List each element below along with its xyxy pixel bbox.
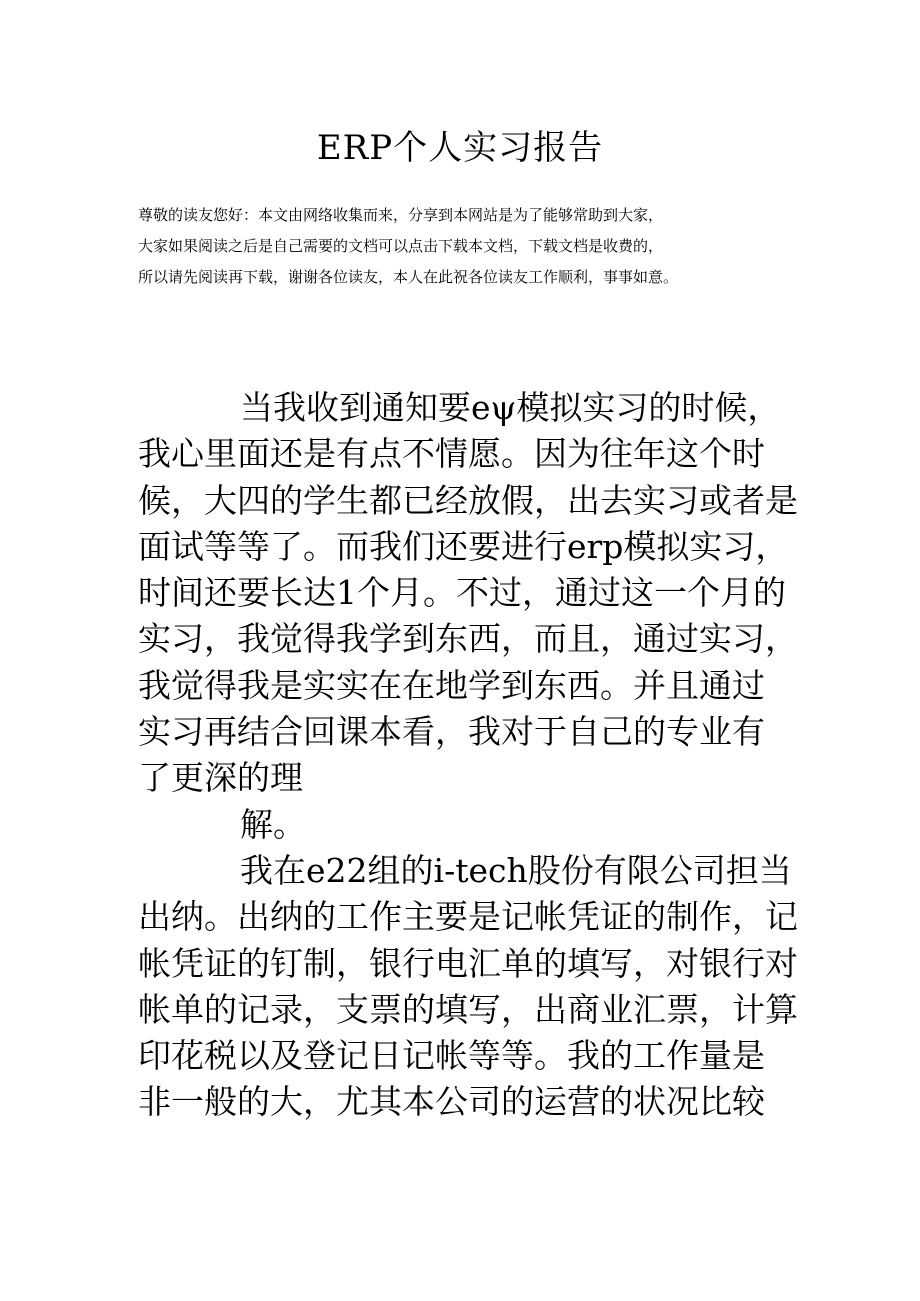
paragraph-line: 实习再结合回课本看，我对于自己的专业有	[138, 712, 765, 752]
paragraph-line: 时间还要长达1个月。不过，通过这一个月的	[138, 573, 786, 613]
notice-line: 大家如果阅读之后是自己需要的文档可以点击下载本文档，下载文档是收费的，	[138, 237, 664, 255]
paragraph-line: 实习，我觉得我学到东西，而且，通过实习，	[138, 619, 798, 659]
paragraph-line: 我觉得我是实实在在地学到东西。并且通过	[138, 665, 765, 705]
notice-line: 所以请先阅读再下载，谢谢各位读友，本人在此祝各位读友工作顺利，事事如意。	[138, 268, 679, 286]
paragraph-line: 面试等等了。而我们还要进行erp模拟实习，	[138, 526, 789, 566]
paragraph-line: 了更深的理	[138, 758, 303, 798]
paragraph-line: 帐单的记录，支票的填写，出商业汇票，计算	[138, 989, 798, 1029]
reader-notice	[138, 200, 798, 293]
paragraph-line: 出纳。出纳的工作主要是记帐凭证的制作，记	[138, 897, 798, 937]
paragraph-line: 解。	[240, 804, 306, 844]
report-body	[138, 385, 798, 1126]
paragraph-line: 我在e22组的i-tech股份有限公司担当	[240, 850, 792, 890]
page-title: ERP个人实习报告	[316, 128, 604, 168]
paragraph-line: 帐凭证的钉制，银行电汇单的填写，对银行对	[138, 943, 798, 983]
paragraph-line: 印花税以及登记日记帐等等。我的工作量是	[138, 1036, 765, 1076]
paragraph-line: 非一般的大，尤其本公司的运营的状况比较	[138, 1082, 765, 1122]
paragraph-line: 候，大四的学生都已经放假，出去实习或者是	[138, 480, 798, 520]
paragraph-line: 当我收到通知要eψ模拟实习的时候，	[240, 388, 781, 427]
paragraph-line: 我心里面还是有点不情愿。因为往年这个时	[138, 434, 765, 474]
notice-line: 尊敬的读友您好：本文由网络收集而来，分享到本网站是为了能够常助到大家，	[138, 206, 664, 224]
